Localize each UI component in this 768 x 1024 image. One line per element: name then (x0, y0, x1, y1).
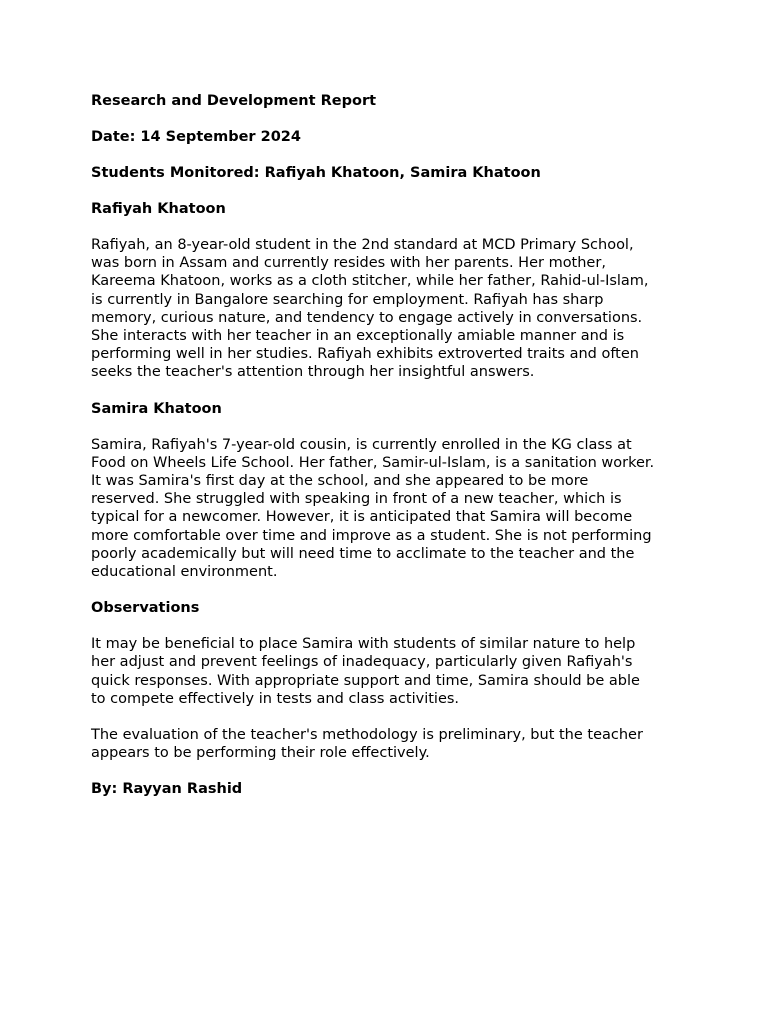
paragraph-observations-1 (91, 635, 691, 708)
text-line: educational environment. (91, 564, 278, 581)
text-line: Food on Wheels Life School. Her father, Samir-ul-Islam, is a sanitation worker. (91, 454, 655, 471)
paragraph-samira (91, 436, 691, 582)
report-title: Research and Development Report (91, 93, 377, 109)
text-line: is currently in Bangalore searching for employment. Rafiyah has sharp (91, 291, 604, 308)
text-line: Kareema Khatoon, works as a cloth stitcher, while her father, Rahid-ul-Islam, (91, 273, 649, 290)
text-line: more comfortable over time and improve as a student. She is not performing (91, 527, 652, 544)
text-line: The evaluation of the teacher's methodology is preliminary, but the teacher (91, 727, 643, 744)
text-line: seeks the teacher's attention through her insightful answers. (91, 364, 535, 381)
text-line: Rafiyah, an 8-year-old student in the 2nd standard at MCD Primary School, (91, 237, 634, 253)
text-line: It may be beneficial to place Samira with students of similar nature to help (91, 636, 636, 653)
section-heading-rafiyah: Rafiyah Khatoon (91, 201, 226, 217)
text-line: She interacts with her teacher in an exceptionally amiable manner and is (91, 328, 625, 345)
text-line: performing well in her studies. Rafiyah exhibits extroverted traits and often (91, 346, 639, 363)
text-line: her adjust and prevent feelings of inadequacy, particularly given Rafiyah's (91, 654, 633, 671)
paragraph-rafiyah (91, 236, 691, 382)
document-page (91, 92, 691, 816)
text-line: appears to be performing their role effectively. (91, 745, 430, 762)
text-line: Samira, Rafiyah's 7-year-old cousin, is currently enrolled in the KG class at (91, 436, 632, 453)
paragraph-observations-2 (91, 726, 691, 762)
section-heading-samira: Samira Khatoon (91, 400, 222, 417)
section-heading-observations: Observations (91, 600, 200, 617)
author-signature: By: Rayyan Rashid (91, 781, 243, 798)
text-line: to compete effectively in tests and class activities. (91, 690, 460, 707)
students-monitored: Students Monitored: Rafiyah Khatoon, Samira Khatoon (91, 165, 541, 181)
text-line: reserved. She struggled with speaking in front of a new teacher, which is (91, 491, 622, 508)
text-line: typical for a newcomer. However, it is anticipated that Samira will become (91, 509, 633, 526)
text-line: quick responses. With appropriate support and time, Samira should be able (91, 672, 640, 689)
text-line: was born in Assam and currently resides with her parents. Her mother, (91, 255, 606, 272)
text-line: memory, curious nature, and tendency to engage actively in conversations. (91, 309, 643, 326)
text-line: It was Samira's first day at the school, and she appeared to be more (91, 473, 589, 490)
report-date: Date: 14 September 2024 (91, 129, 301, 145)
text-line: poorly academically but will need time to acclimate to the teacher and the (91, 545, 635, 562)
